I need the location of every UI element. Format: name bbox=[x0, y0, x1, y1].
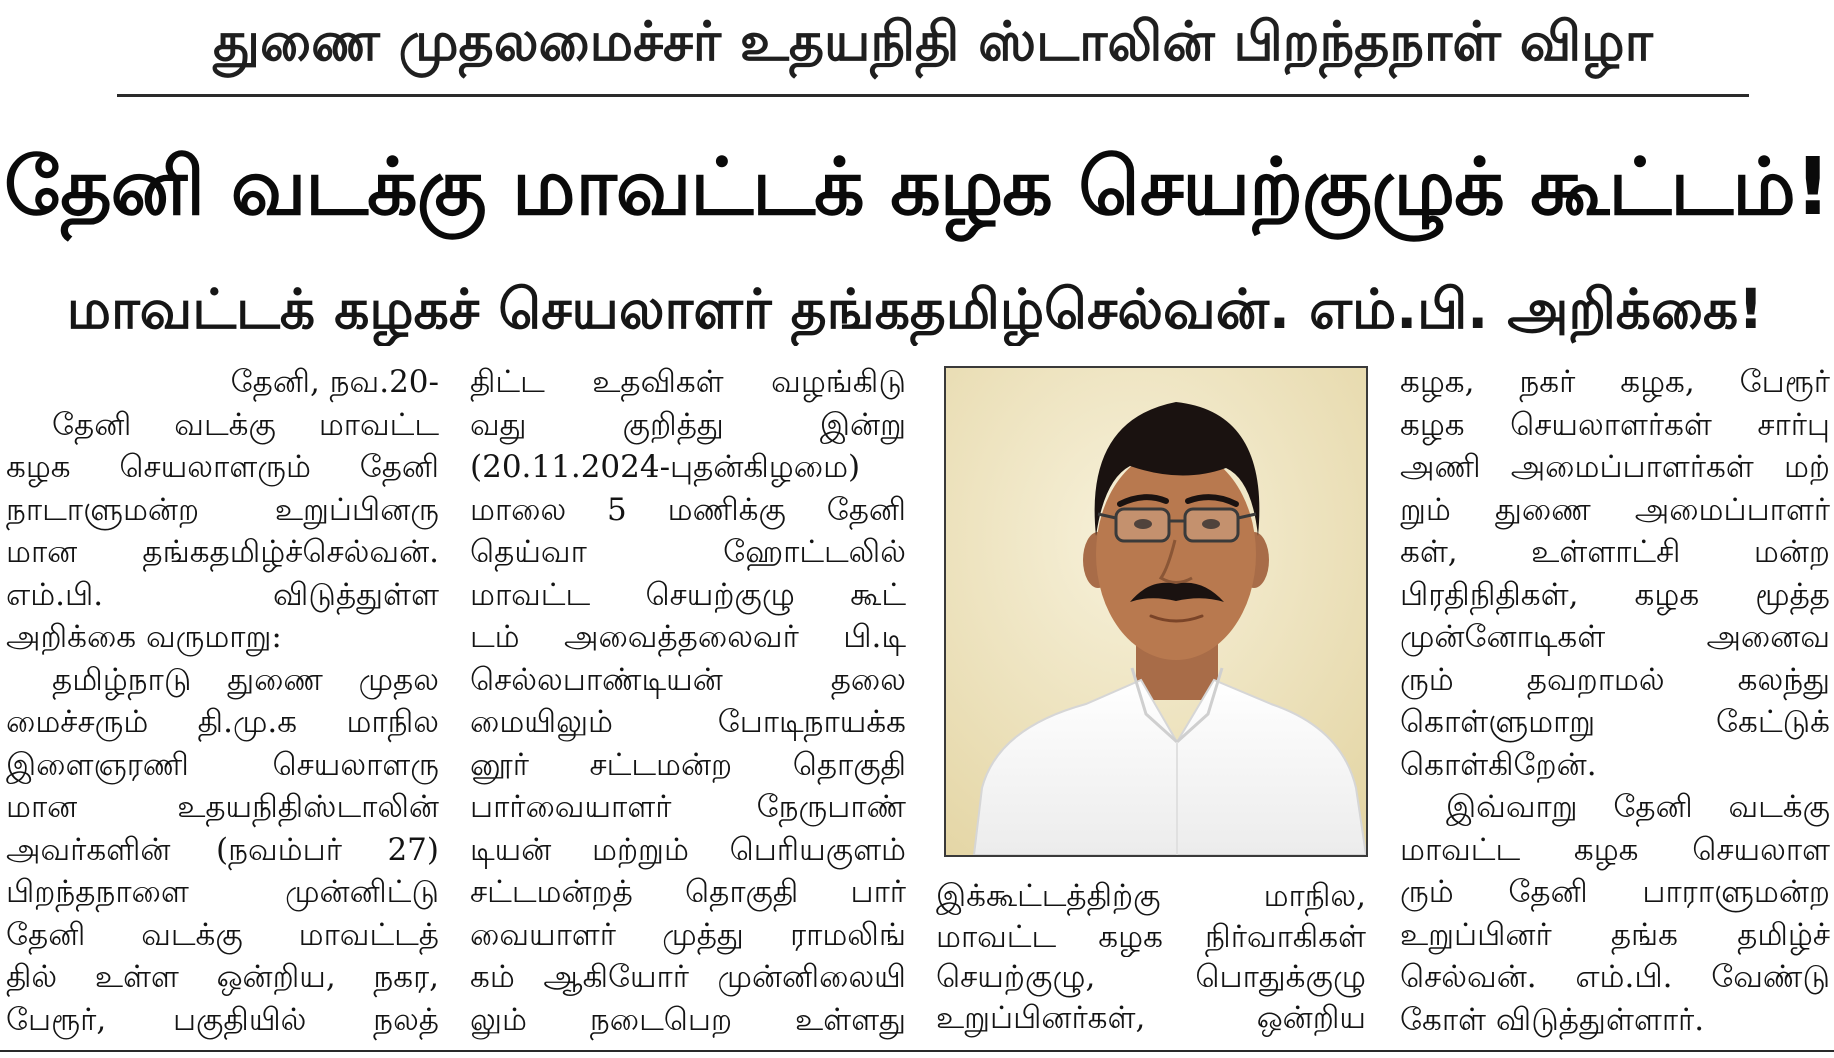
column-line: கழக செயலாளரும் தேனி bbox=[6, 449, 439, 485]
column-line: கழக செயலாளர்கள் சார்பு bbox=[1400, 406, 1830, 443]
column-line: அறிக்கை வருமாறு: bbox=[6, 619, 282, 655]
column-line: தமிழ்நாடு துணை முதல bbox=[52, 661, 439, 698]
column-line: பிரதிநிதிகள், கழக மூத்த bbox=[1400, 576, 1830, 613]
column-line: மையிலும் போடிநாயக்க bbox=[470, 704, 906, 740]
column-line: பேரூர், பகுதியில் நலத் bbox=[6, 1001, 439, 1038]
column-line: தேனி வடக்கு மாவட்டத் bbox=[6, 916, 439, 953]
column-line: செல்வன். எம்.பி. வேண்டு bbox=[1400, 959, 1830, 995]
column-line: கொள்கிறேன். bbox=[1400, 746, 1597, 783]
column-line: தில் உள்ள ஒன்றிய, நகர, bbox=[6, 959, 439, 995]
column-line: முன்னோடிகள் அனைவ bbox=[1400, 619, 1830, 655]
column-line: மாவட்ட கழக செயலாள bbox=[1400, 831, 1830, 868]
column-line: கம் ஆகியோர் முன்னிலையி bbox=[470, 959, 906, 995]
column-line: டம் அவைத்தலைவர் பி.டி bbox=[470, 619, 906, 655]
column-line: மாலை 5 மணிக்கு தேனி bbox=[470, 491, 906, 528]
column-line: அணி அமைப்பாளர்கள் மற் bbox=[1400, 449, 1830, 485]
column-line: ரும் தேனி பாராளுமன்ற bbox=[1400, 874, 1830, 910]
column-line: மாவட்ட கழக நிர்வாகிகள் bbox=[936, 918, 1366, 955]
column-line: இவ்வாறு தேனி வடக்கு bbox=[1446, 789, 1830, 825]
column-line: டியன் மற்றும் பெரியகுளம் bbox=[470, 831, 906, 868]
column-line: கோள் விடுத்துள்ளார். bbox=[1400, 1001, 1705, 1038]
column-line: வையாளர் முத்து ராமலிங் bbox=[470, 916, 906, 953]
column-line: அவர்களின் (நவம்பர் 27) bbox=[6, 831, 439, 868]
column-line: நாடாளுமன்ற உறுப்பினரு bbox=[6, 491, 439, 528]
article-column-3 bbox=[936, 876, 1366, 1038]
column-line: இக்கூட்டத்திற்கு மாநில, bbox=[936, 878, 1366, 914]
column-line: றும் துணை அமைப்பாளர் bbox=[1400, 491, 1830, 528]
column-line: தேனி வடக்கு மாவட்ட bbox=[52, 406, 439, 443]
column-line: மான தங்கதமிழ்ச்செல்வன். bbox=[6, 534, 439, 570]
column-line: லும் நடைபெற உள்ளது bbox=[470, 1001, 906, 1038]
column-line: இளைஞரணி செயலாளரு bbox=[6, 746, 439, 783]
column-line: செயற்குழு, பொதுக்குழு bbox=[936, 959, 1366, 996]
column-line: மாவட்ட செயற்குழு கூட் bbox=[470, 576, 906, 613]
column-line: மான உதயநிதிஸ்டாலின் bbox=[6, 789, 439, 825]
column-line: ரும் தவறாமல் கலந்து bbox=[1400, 661, 1830, 698]
article-column-4 bbox=[1400, 361, 1830, 1041]
portrait-image bbox=[946, 368, 1366, 855]
column-line: மைச்சரும் தி.மு.க மாநில bbox=[6, 704, 439, 740]
bottom-rule bbox=[0, 1050, 1834, 1052]
column-line: திட்ட உதவிகள் வழங்கிடு bbox=[470, 364, 906, 400]
column-line: கள், உள்ளாட்சி மன்ற bbox=[1400, 534, 1830, 570]
column-line: உறுப்பினர்கள், ஒன்றிய bbox=[936, 999, 1366, 1036]
column-line: பார்வையாளர் நேருபாண் bbox=[470, 789, 906, 825]
kicker-headline: துணை முதலமைச்சர் உதயநிதி ஸ்டாலின் பிறந்தநாள் விழா bbox=[213, 10, 1653, 73]
face bbox=[1096, 448, 1256, 660]
column-line: சட்டமன்றத் தொகுதி பார் bbox=[470, 874, 906, 910]
column-line: னூர் சட்டமன்ற தொகுதி bbox=[470, 746, 906, 783]
column-line: உறுப்பினர் தங்க தமிழ்ச் bbox=[1400, 916, 1830, 953]
article-column-1 bbox=[6, 361, 439, 1041]
main-headline: தேனி வடக்கு மாவட்டக் கழக செயற்குழுக் கூட்டம்! bbox=[4, 141, 1830, 233]
column-line: கொள்ளுமாறு கேட்டுக் bbox=[1400, 704, 1830, 740]
column-line: எம்.பி. விடுத்துள்ள bbox=[6, 576, 439, 613]
column-line: செல்லபாண்டியன் தலை bbox=[470, 661, 906, 698]
kicker-underline bbox=[117, 94, 1749, 97]
dateline: தேனி, நவ.20- bbox=[230, 364, 439, 400]
column-line: (20.11.2024-புதன்கிழமை) bbox=[470, 449, 861, 485]
column-line: வது குறித்து இன்று bbox=[470, 406, 906, 443]
column-line: கழக, நகர் கழக, பேரூர் bbox=[1400, 364, 1830, 400]
subheadline: மாவட்டக் கழகச் செயலாளர் தங்கதமிழ்செல்வன். எம்.பி. அறிக்கை! bbox=[66, 277, 1764, 341]
article-column-2 bbox=[470, 361, 906, 1041]
portrait-photo bbox=[944, 366, 1368, 857]
column-line: பிறந்தநாளை முன்னிட்டு bbox=[6, 874, 439, 910]
column-line: தெய்வா ஹோட்டலில் bbox=[470, 534, 906, 570]
